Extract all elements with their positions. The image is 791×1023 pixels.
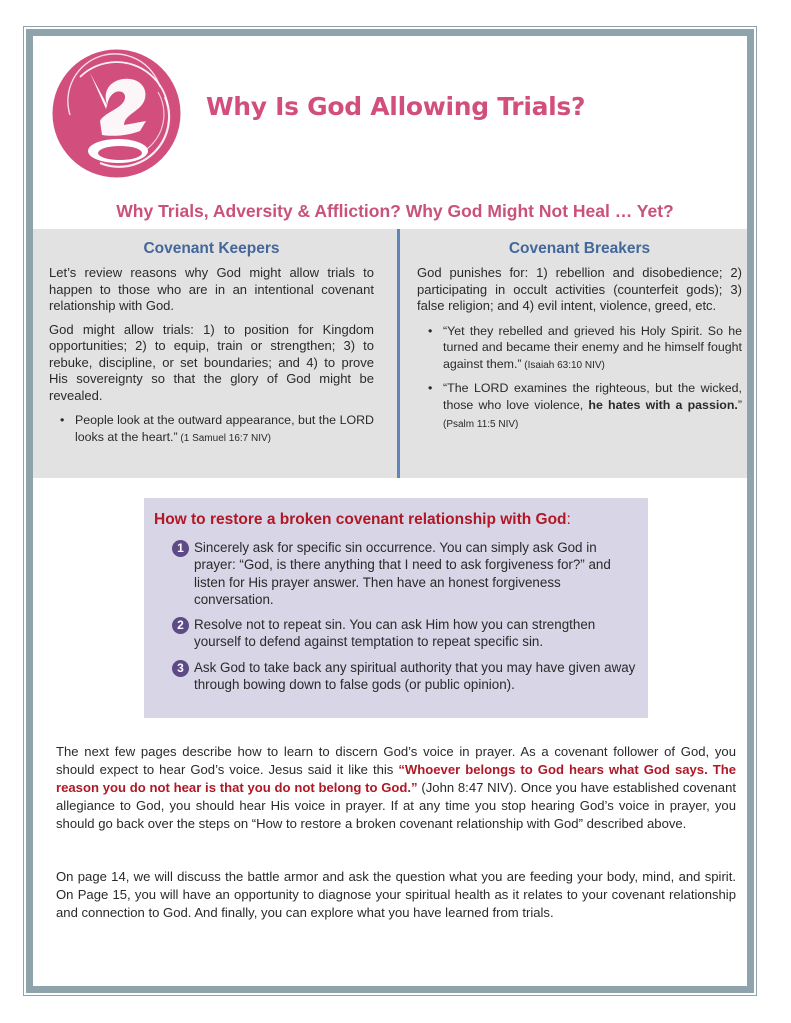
keepers-scripture-list xyxy=(49,412,374,447)
keepers-intro: Let’s review reasons why God might allow trials to happen to those who are in an intentional covenant relationship with God. xyxy=(49,265,374,313)
paragraph-text: The next few pages describe how to learn to discern God’s voice in prayer. As a covenant follower of God, you should expect to hear God’s voice. Jesus said it like this xyxy=(56,744,736,778)
scripture-citation: (1 Samuel 16:7 NIV) xyxy=(177,432,271,444)
breakers-intro: God punishes for: 1) rebellion and disobedience; 2) participating in occult activities (counterfeit gods); 3) false religion; and 4) evil intent, violence, greed, etc. xyxy=(417,265,742,313)
restore-title-colon: : xyxy=(566,511,571,528)
scripture-item xyxy=(428,323,742,375)
bullet-icon: • xyxy=(60,413,65,427)
restore-covenant-box xyxy=(144,498,648,718)
covenant-keepers-heading: Covenant Keepers xyxy=(143,240,280,257)
page-subtitle: Why Trials, Adversity & Affliction? Why God Might Not Heal … Yet? xyxy=(116,201,674,221)
scripture-emphasis: he hates with a passion. xyxy=(588,397,738,412)
restore-step xyxy=(154,539,638,608)
paragraph-text: (John 8:47 NIV). Once you have established covenant allegiance to God, you should hear His voice in prayer. If at any time you stop hearing God’s voice in prayer, you should go back over the steps on “How to restore a broken covenant relationship with God” described above. xyxy=(56,780,736,832)
scripture-citation: (Psalm 11:5 NIV) xyxy=(443,419,519,430)
page-title: Why Is God Allowing Trials? xyxy=(206,92,586,121)
step-number-badge: 2 xyxy=(172,617,189,634)
step-number-badge: 3 xyxy=(172,660,189,677)
step-number-badge: 1 xyxy=(172,540,189,557)
bullet-icon: • xyxy=(428,381,433,395)
covenant-breakers-column xyxy=(417,229,742,440)
restore-step xyxy=(154,616,638,651)
scripture-text: People look at the outward appearance, but the LORD looks at the heart.” xyxy=(75,413,374,444)
step-text: Sincerely ask for specific sin occurrence. You can simply ask God in prayer: “God, is there anything that I need to ask forgiveness for?” and listen for His prayer answer. Then have an honest forgiveness conversation. xyxy=(194,540,611,607)
next-pages-paragraph: On page 14, we will discuss the battle armor and ask the question what you are feeding your body, mind, and spirit. On Page 15, you will have an opportunity to diagnose your spiritual health as it relates to your covenant relationship and connection to God. And finally, you can explore what you have learned from trials. xyxy=(56,869,736,921)
scripture-item xyxy=(428,380,742,434)
restore-step xyxy=(154,659,638,694)
scripture-text: “Yet they rebelled and grieved his Holy Spirit. So he turned and became their enemy and he himself fought against them.” xyxy=(443,323,742,371)
john-quote: “Whoever belongs to God hears what God says. The reason you do not hear is that you do not belong to God.” xyxy=(56,762,736,796)
scripture-citation: (Isaiah 63:10 NIV) xyxy=(521,359,605,371)
restore-covenant-title xyxy=(154,511,638,529)
column-divider xyxy=(397,229,400,478)
step-text: Ask God to take back any spiritual authority that you may have given away through bowing down to false gods (or public opinion). xyxy=(194,659,636,693)
scripture-text: “The LORD examines the righteous, but the wicked, those who love violence, xyxy=(443,381,742,412)
covenant-breakers-heading: Covenant Breakers xyxy=(508,240,651,257)
restore-title-text: How to restore a broken covenant relationship with God xyxy=(154,511,567,528)
scripture-close-quote: ” xyxy=(737,397,742,412)
covenant-keepers-column xyxy=(49,229,374,453)
question-mark-circle-icon xyxy=(50,47,183,180)
discern-voice-paragraph xyxy=(56,743,736,833)
bullet-icon: • xyxy=(428,323,433,338)
keepers-reasons: God might allow trials: 1) to position for Kingdom opportunities; 2) to equip, train or strengthen; 3) to rebuke, discipline, or set boundaries; and 4) to prove His sovereignty so that the glory of God might be revealed. xyxy=(49,321,374,403)
breakers-scripture-list xyxy=(417,323,742,434)
scripture-item xyxy=(60,412,374,447)
step-text: Resolve not to repeat sin. You can ask Him how you can strengthen yourself to defend against temptation to repeat specific sin. xyxy=(194,617,596,650)
